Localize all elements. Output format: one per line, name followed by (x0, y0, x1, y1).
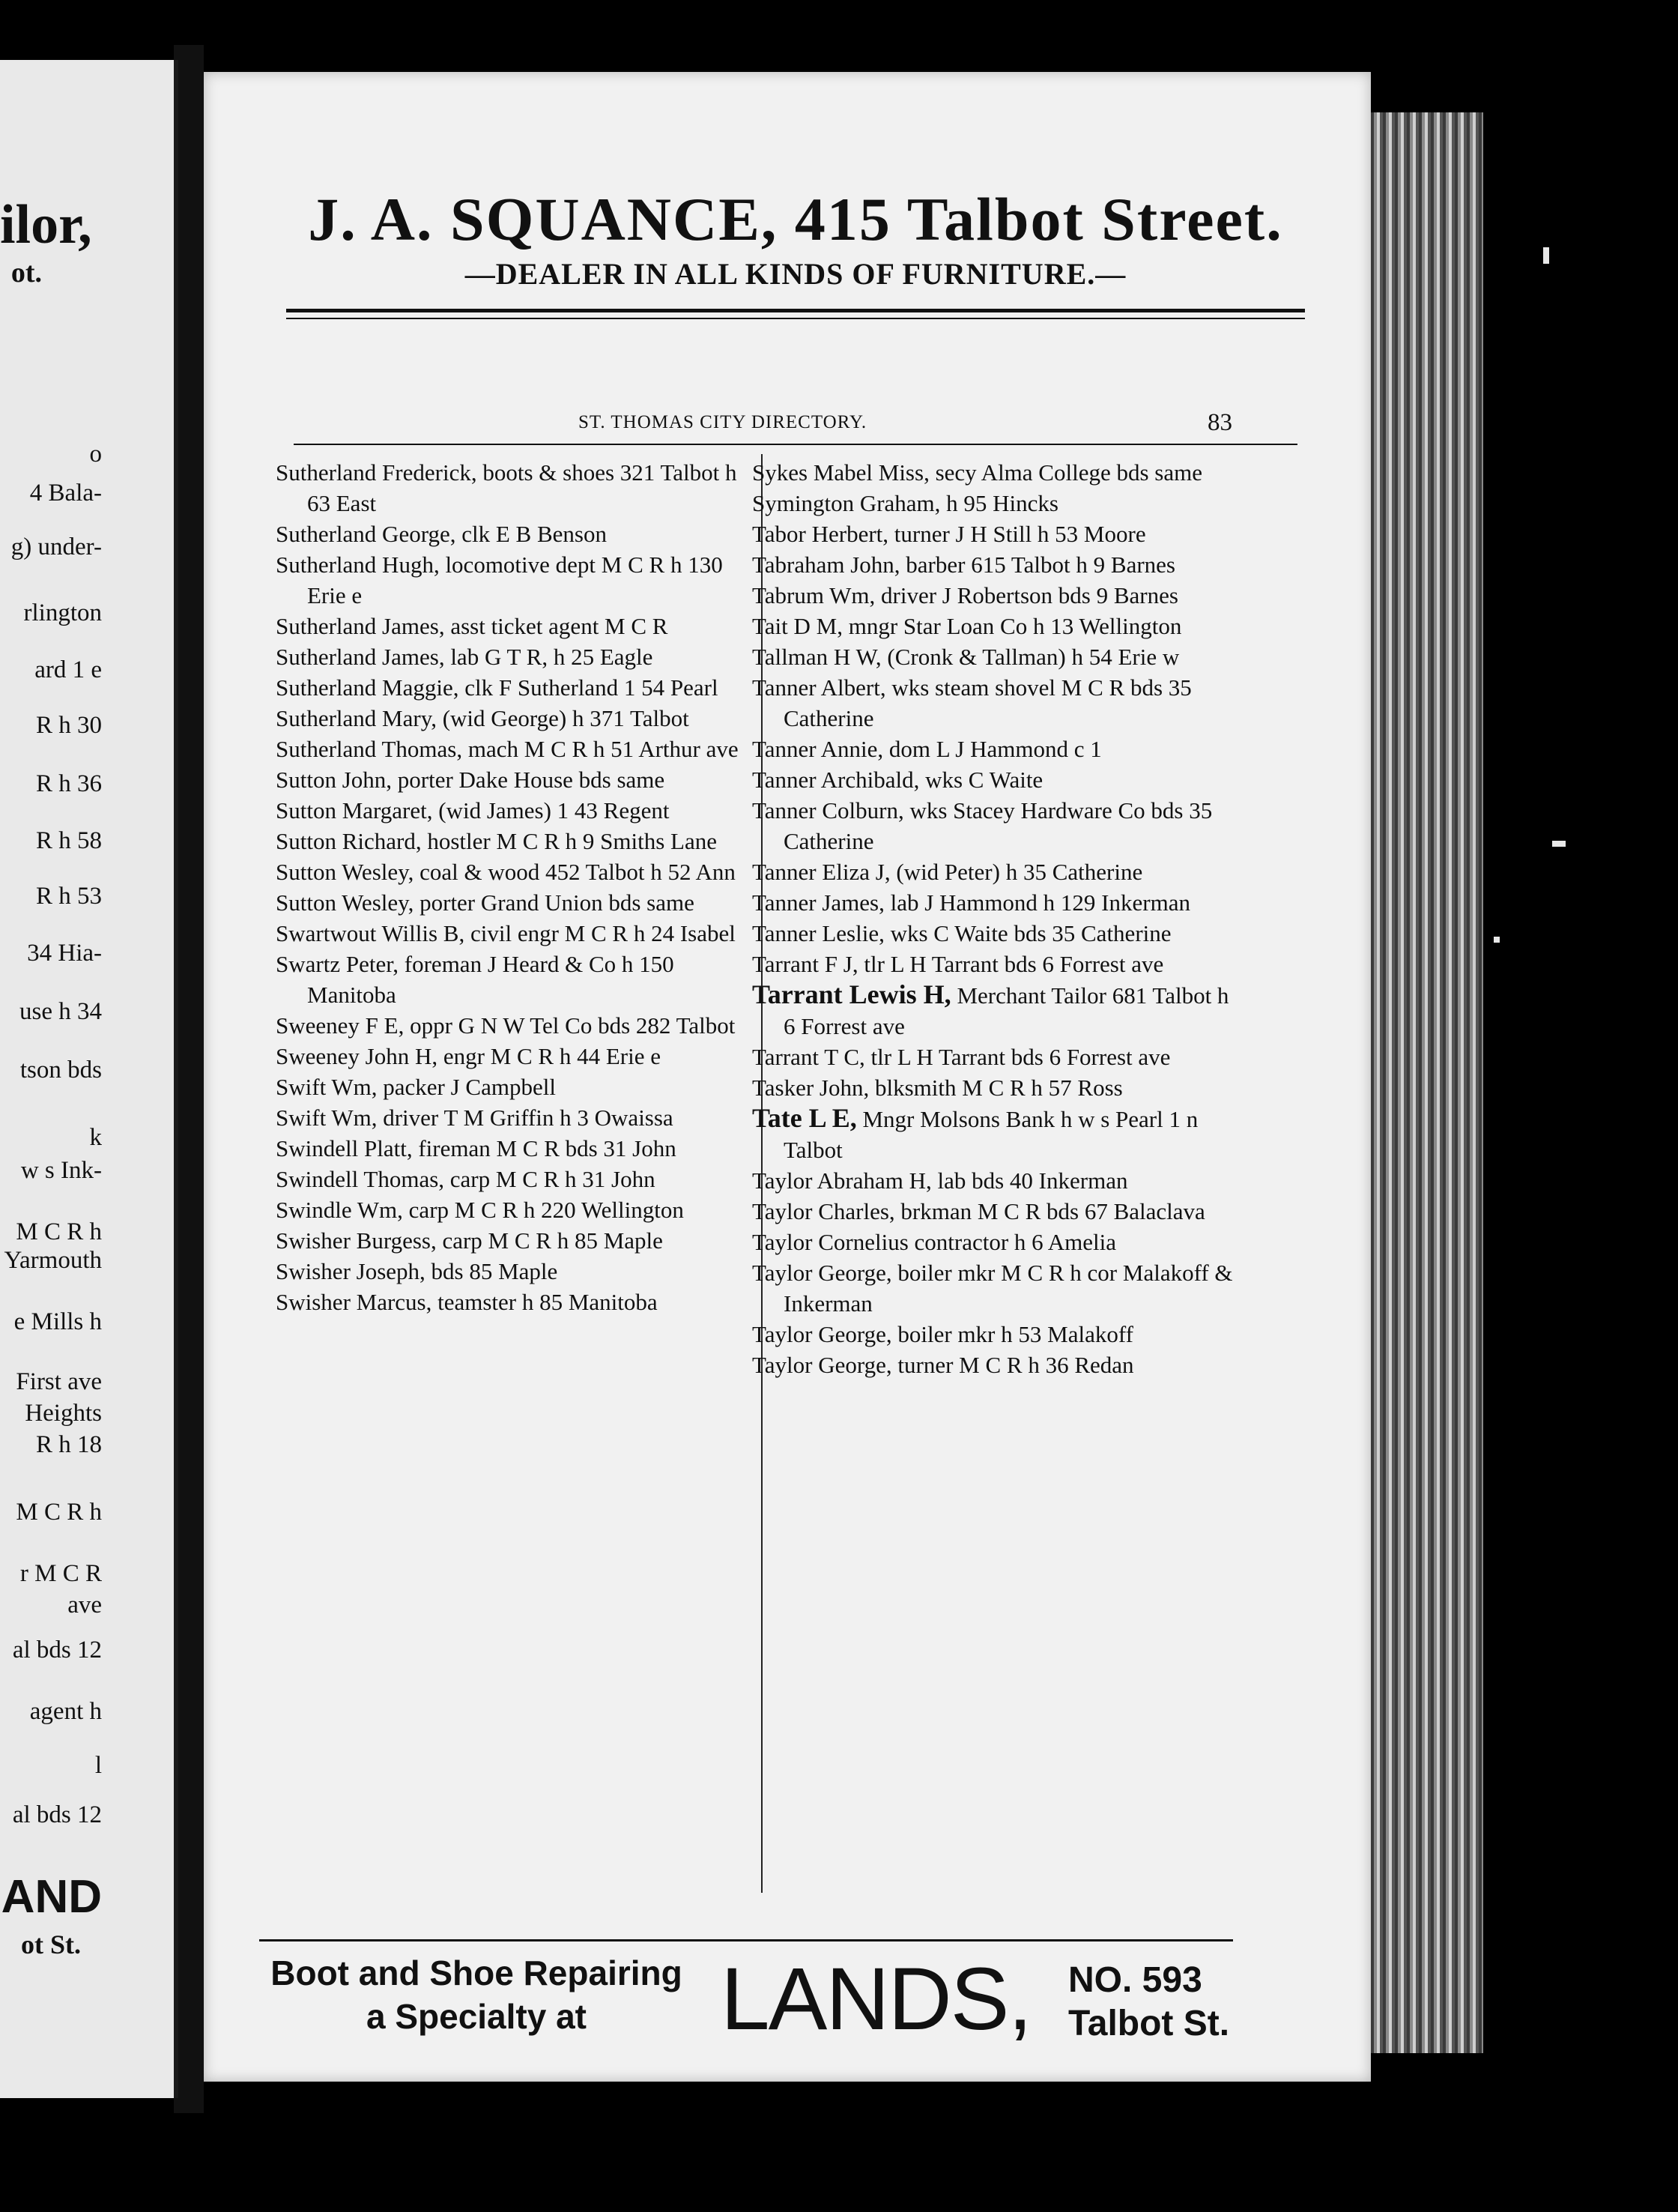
directory-entry: Swift Wm, driver T M Griffin h 3 Owaissa (276, 1105, 673, 1131)
page-number: 83 (1208, 409, 1232, 436)
directory-entry (752, 1257, 1239, 1319)
directory-page (204, 72, 1371, 2082)
directory-entry (752, 979, 1239, 1042)
directory-entry (752, 641, 1239, 672)
entry-text: Taylor George, turner M C R h 36 Redan (752, 1352, 1134, 1378)
directory-entry: Sutton John, porter Dake House bds same (276, 767, 665, 793)
entry-text: Tasker John, blksmith M C R h 57 Ross (752, 1075, 1123, 1101)
footer-advertisement (252, 1951, 1300, 2094)
entry-text: Taylor Cornelius contractor h 6 Amelia (752, 1229, 1116, 1255)
left-page-fragment-text: First ave (16, 1368, 102, 1395)
header-rule (286, 318, 1305, 319)
directory-entry: Sweeney John H, engr M C R h 44 Erie e (276, 1043, 661, 1069)
directory-entry: Sutton Wesley, coal & wood 452 Talbot h 52 Ann (276, 859, 736, 885)
left-page-fragment-text: g) under- (10, 534, 102, 560)
directory-entry (752, 795, 1239, 856)
directory-entry: Sutherland James, asst ticket agent M C R (276, 613, 668, 639)
directory-entry (752, 611, 1239, 641)
directory-entry: Swartz Peter, foreman J Heard & Co h 150 Manitoba (276, 951, 674, 1008)
left-page-fragment-text: R h 18 (35, 1431, 102, 1458)
entry-text: Tanner James, lab J Hammond h 129 Inkerman (752, 889, 1190, 916)
directory-entry: Swindle Wm, carp M C R h 220 Wellington (276, 1197, 684, 1223)
left-page-fragment-text: ave (67, 1592, 102, 1619)
page-edges (1371, 112, 1483, 2053)
directory-entry: Swisher Burgess, carp M C R h 85 Maple (276, 1227, 663, 1254)
left-page-fragment-text: agent h (29, 1698, 102, 1725)
directory-entry: Sutherland Thomas, mach M C R h 51 Arthur ave (276, 736, 739, 762)
left-page-fragment-text: r M C R (19, 1560, 102, 1587)
left-page-fragment-text: e Mills h (13, 1308, 102, 1335)
directory-entry: Sutherland Hugh, locomotive dept M C R h 130 Erie e (276, 552, 723, 608)
directory-entry: Sutherland Frederick, boots & shoes 321 Talbot h 63 East (276, 459, 737, 516)
left-page-fragment (0, 60, 178, 2098)
entry-text: Taylor George, boiler mkr h 53 Malakoff (752, 1321, 1133, 1347)
directory-entry (752, 519, 1239, 549)
running-head: ST. THOMAS CITY DIRECTORY. (578, 412, 867, 432)
running-head-rule (294, 444, 1297, 445)
entry-text: Tanner Colburn, wks Stacey Hardware Co bds 35 Catherine (752, 797, 1213, 854)
left-page-fragment-text: R h 53 (35, 883, 102, 910)
directory-entry (752, 1227, 1239, 1257)
left-page-fragment-text: l (94, 1752, 102, 1779)
header-advertisement (279, 184, 1312, 291)
footer-ad-line: Boot and Shoe Repairing (270, 1953, 682, 1992)
left-page-fragment-text: R h 58 (35, 827, 102, 854)
entry-text: Tabraham John, barber 615 Talbot h 9 Barnes (752, 552, 1175, 578)
left-page-fragment-text: k (89, 1124, 102, 1151)
directory-entry (752, 764, 1239, 795)
directory-entry (752, 918, 1239, 949)
left-page-fragment-text: M C R h (16, 1499, 102, 1526)
directory-entry (752, 1042, 1239, 1072)
left-page-fragment-text: o (89, 441, 102, 468)
directory-entry: Swisher Joseph, bds 85 Maple (276, 1258, 558, 1284)
directory-entry (752, 949, 1239, 979)
entry-text: Tarrant T C, tlr L H Tarrant bds 6 Forrest ave (752, 1044, 1171, 1070)
left-page-fragment-text: R h 36 (35, 770, 102, 797)
directory-entry (752, 856, 1239, 887)
directory-entry (752, 1165, 1239, 1196)
directory-entry: Sutherland George, clk E B Benson (276, 521, 607, 547)
entry-text: Tanner Leslie, wks C Waite bds 35 Catherine (752, 920, 1172, 946)
entry-text: Tanner Annie, dom L J Hammond c 1 (752, 736, 1102, 762)
footer-ad-line: NO. 593 (1068, 1960, 1202, 2000)
directory-entry (752, 1319, 1239, 1350)
entry-text: Sykes Mabel Miss, secy Alma College bds same (752, 459, 1202, 486)
left-page-fragment-text: rlington (23, 599, 102, 626)
directory-entry (752, 457, 1239, 488)
entry-bold-name: Tarrant Lewis H, (752, 979, 951, 1009)
left-page-fragment-text: Heights (25, 1400, 102, 1427)
entry-text: Taylor Charles, brkman M C R bds 67 Balaclava (752, 1198, 1205, 1224)
left-page-fragment-text: ard 1 e (34, 656, 102, 683)
directory-entry: Sutton Richard, hostler M C R h 9 Smiths Lane (276, 828, 717, 854)
advert-subtitle: —DEALER IN ALL KINDS OF FURNITURE.— (464, 257, 1127, 291)
entry-text: Tanner Albert, wks steam shovel M C R bds 35 Catherine (752, 674, 1192, 731)
directory-column-left (276, 457, 755, 1317)
entry-text: Merchant Tailor 681 Talbot h 6 Forrest ave (784, 982, 1229, 1039)
entry-text: Tanner Eliza J, (wid Peter) h 35 Catherine (752, 859, 1143, 885)
left-page-footer: AND (1, 1871, 102, 1923)
entry-text: Tabor Herbert, turner J H Still h 53 Moore (752, 521, 1146, 547)
header-rule (286, 309, 1305, 312)
speck (1494, 937, 1500, 943)
entry-text: Tait D M, mngr Star Loan Co h 13 Wellington (752, 613, 1182, 639)
entry-text: Mngr Molsons Bank h w s Pearl 1 n Talbot (784, 1106, 1199, 1163)
entry-text: Tallman H W, (Cronk & Tallman) h 54 Erie w (752, 644, 1180, 670)
directory-entry (752, 1196, 1239, 1227)
directory-entry (752, 580, 1239, 611)
entry-text: Tabrum Wm, driver J Robertson bds 9 Barnes (752, 582, 1178, 608)
speck (1552, 841, 1566, 847)
directory-entry: Sutton Wesley, porter Grand Union bds same (276, 889, 694, 916)
left-page-fragment-text: tson bds (19, 1057, 102, 1084)
left-page-fragment-text: 34 Hia- (27, 940, 102, 967)
advert-title: J. A. SQUANCE, 415 Talbot Street. (308, 185, 1283, 253)
footer-ad-line: Talbot St. (1068, 2004, 1230, 2043)
directory-entry (752, 488, 1239, 519)
footer-ad-brand: LANDS, (721, 1950, 1032, 2049)
directory-entry: Sutton Margaret, (wid James) 1 43 Regent (276, 797, 670, 824)
left-page-fragment-text: M C R h (16, 1218, 102, 1245)
left-page-heading: ilor, (0, 194, 92, 256)
directory-entry: Swindell Platt, fireman M C R bds 31 John (276, 1135, 676, 1161)
directory-entry (752, 1350, 1239, 1380)
footer-ad-line: a Specialty at (366, 1997, 587, 2036)
entry-text: Taylor George, boiler mkr M C R h cor Malakoff & Inkerman (752, 1260, 1233, 1317)
left-page-footer: ot St. (21, 1930, 81, 1959)
footer-ad-tagline (252, 1951, 701, 2038)
directory-entry: Swift Wm, packer J Campbell (276, 1074, 556, 1100)
book-spine (174, 45, 204, 2113)
left-page-fragment-text: w s Ink- (20, 1157, 102, 1184)
left-page-heading: ot. (10, 257, 42, 288)
left-page-fragment-text: al bds 12 (12, 1801, 102, 1828)
left-page-fragment-text: 4 Bala- (29, 480, 102, 507)
entry-text: Tarrant F J, tlr L H Tarrant bds 6 Forrest ave (752, 951, 1164, 977)
directory-entry (752, 1103, 1239, 1165)
directory-entry: Swisher Marcus, teamster h 85 Manitoba (276, 1289, 658, 1315)
directory-entry (752, 549, 1239, 580)
speck (1543, 247, 1549, 264)
entry-text: Tanner Archibald, wks C Waite (752, 767, 1044, 793)
directory-entry: Sutherland James, lab G T R, h 25 Eagle (276, 644, 653, 670)
footer-ad-address (1068, 1959, 1229, 2046)
directory-entry: Sweeney F E, oppr G N W Tel Co bds 282 Talbot (276, 1012, 736, 1039)
entry-bold-name: Tate L E, (752, 1103, 857, 1133)
directory-entry: Sutherland Mary, (wid George) h 371 Talbot (276, 705, 689, 731)
directory-entry (752, 734, 1239, 764)
left-page-fragment-text: use h 34 (19, 998, 102, 1025)
directory-entry (752, 1072, 1239, 1103)
directory-entry: Swartwout Willis B, civil engr M C R h 24 Isabel (276, 920, 736, 946)
directory-entry (752, 887, 1239, 918)
footer-rule (259, 1939, 1233, 1941)
directory-entry: Sutherland Maggie, clk F Sutherland 1 54 Pearl (276, 674, 718, 701)
left-page-fragment-text: R h 30 (35, 712, 102, 739)
entry-text: Symington Graham, h 95 Hincks (752, 490, 1058, 516)
left-page-fragment-text: Yarmouth (4, 1247, 102, 1274)
directory-column-right (752, 457, 1239, 1380)
entry-text: Taylor Abraham H, lab bds 40 Inkerman (752, 1167, 1128, 1194)
directory-entry: Swindell Thomas, carp M C R h 31 John (276, 1166, 655, 1192)
directory-entry (752, 672, 1239, 734)
left-page-fragment-text: al bds 12 (12, 1637, 102, 1663)
